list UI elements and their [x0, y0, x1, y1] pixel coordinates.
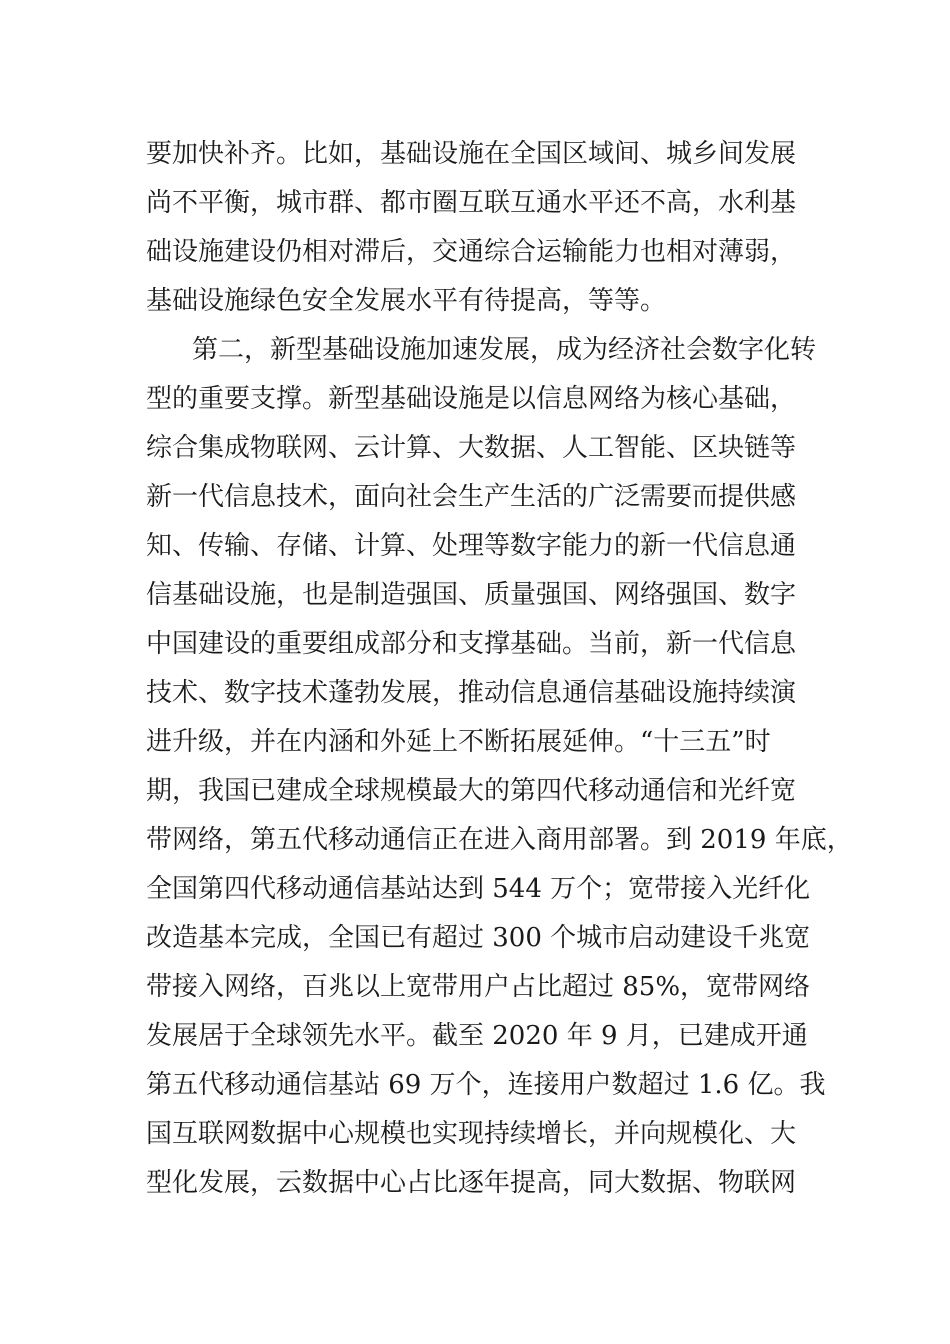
document-body [146, 130, 853, 1208]
text-line-7: 综合集成物联网、云计算、大数据、人工智能、区块链等 [146, 433, 797, 463]
text-line-11: 中国建设的重要组成部分和支撑基础。当前，新一代信息 [146, 629, 797, 659]
text-line-1: 要加快补齐。比如，基础设施在全国区域间、城乡间发展 [146, 139, 797, 169]
text-line-16: 全国第四代移动通信基站达到 544 万个；宽带接入光纤化 [146, 874, 811, 904]
text-line-13: 进升级，并在内涵和外延上不断拓展延伸。“十三五”时 [146, 727, 771, 757]
text-line-15: 带网络，第五代移动通信正在进入商用部署。到 2019 年底， [146, 825, 853, 855]
text-line-20: 第五代移动通信基站 69 万个，连接用户数超过 1.6 亿。我 [146, 1070, 826, 1100]
text-line-2: 尚不平衡，城市群、都市圈互联互通水平还不高，水利基 [146, 188, 797, 218]
text-line-21: 国互联网数据中心规模也实现持续增长，并向规模化、大 [146, 1119, 797, 1149]
text-line-10: 信基础设施，也是制造强国、质量强国、网络强国、数字 [146, 580, 797, 610]
text-line-6: 型的重要支撑。新型基础设施是以信息网络为核心基础， [146, 384, 797, 414]
text-line-3: 础设施建设仍相对滞后，交通综合运输能力也相对薄弱， [146, 237, 797, 267]
text-line-18: 带接入网络，百兆以上宽带用户占比超过 85%，宽带网络 [146, 972, 811, 1002]
text-line-4: 基础设施绿色安全发展水平有待提高，等等。 [146, 286, 667, 316]
text-line-9: 知、传输、存储、计算、处理等数字能力的新一代信息通 [146, 531, 797, 561]
text-line-17: 改造基本完成，全国已有超过 300 个城市启动建设千兆宽 [146, 923, 811, 953]
text-line-19: 发展居于全球领先水平。截至 2020 年 9 月，已建成开通 [146, 1021, 808, 1051]
text-line-14: 期，我国已建成全球规模最大的第四代移动通信和光纤宽 [146, 776, 797, 806]
text-line-8: 新一代信息技术，面向社会生产生活的广泛需要而提供感 [146, 482, 797, 512]
text-line-22: 型化发展，云数据中心占比逐年提高，同大数据、物联网 [146, 1168, 797, 1198]
text-line-12: 技术、数字技术蓬勃发展，推动信息通信基础设施持续演 [146, 678, 797, 708]
paragraph-start-line: 第二，新型基础设施加速发展，成为经济社会数字化转 [192, 335, 817, 365]
